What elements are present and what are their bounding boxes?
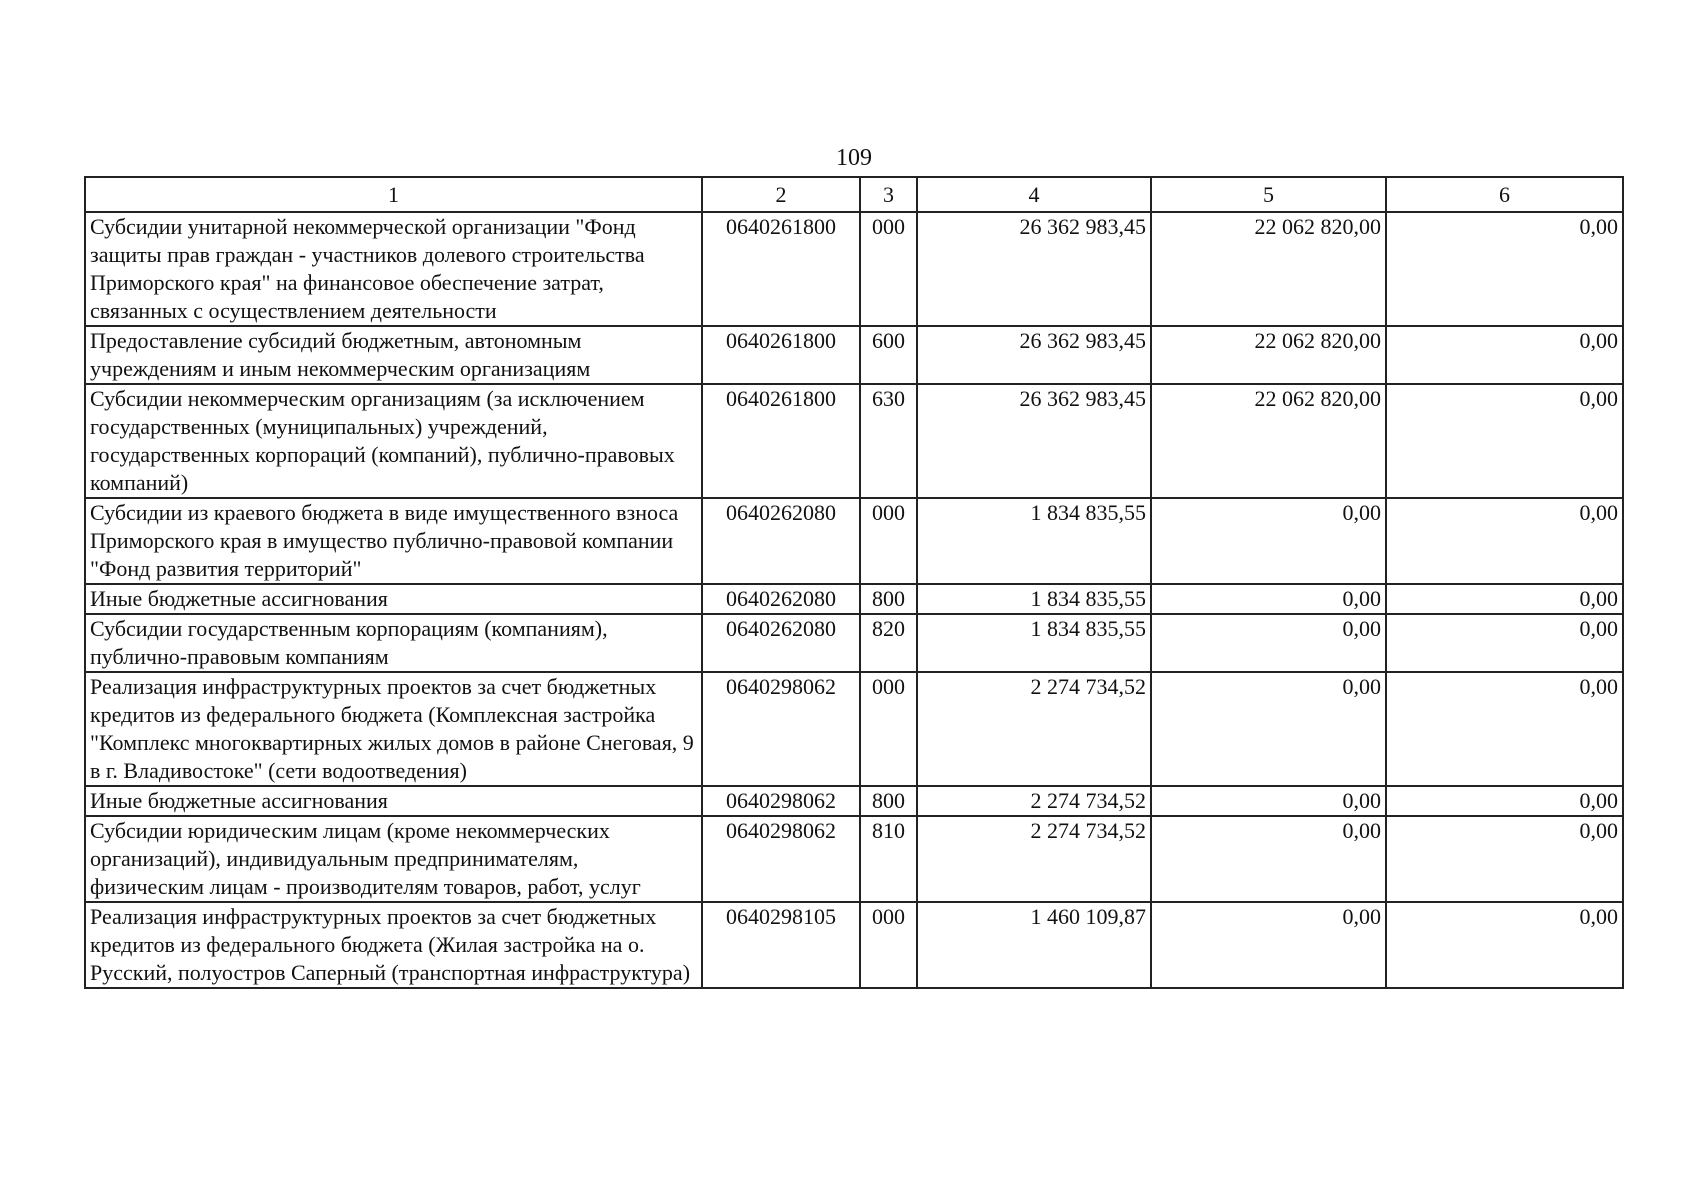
row-expense-type: 000 [860, 498, 917, 584]
page-number: 109 [836, 145, 872, 171]
row-code: 0640261800 [702, 212, 860, 326]
row-name: Иные бюджетные ассигнования [85, 786, 702, 816]
table-row [85, 902, 1623, 988]
row-amount-6: 0,00 [1386, 212, 1623, 326]
row-amount-4: 26 362 983,45 [917, 384, 1151, 498]
row-amount-6: 0,00 [1386, 584, 1623, 614]
row-amount-4: 2 274 734,52 [917, 816, 1151, 902]
header-cell-5: 5 [1151, 177, 1386, 212]
row-amount-4: 1 834 835,55 [917, 614, 1151, 672]
table-row [85, 614, 1623, 672]
header-cell-6: 6 [1386, 177, 1623, 212]
row-amount-4: 2 274 734,52 [917, 672, 1151, 786]
row-amount-5: 0,00 [1151, 584, 1386, 614]
row-amount-5: 0,00 [1151, 672, 1386, 786]
table-row [85, 212, 1623, 326]
row-amount-6: 0,00 [1386, 816, 1623, 902]
row-amount-6: 0,00 [1386, 498, 1623, 584]
budget-table [84, 176, 1624, 989]
header-cell-3: 3 [860, 177, 917, 212]
row-name: Субсидии из краевого бюджета в виде имущественного взноса Приморского края в имущество публично-правовой компании "Фонд развития территорий" [85, 498, 702, 584]
table-row [85, 384, 1623, 498]
row-amount-5: 22 062 820,00 [1151, 384, 1386, 498]
row-expense-type: 800 [860, 786, 917, 816]
table-row [85, 816, 1623, 902]
row-expense-type: 000 [860, 212, 917, 326]
row-amount-6: 0,00 [1386, 902, 1623, 988]
row-expense-type: 000 [860, 902, 917, 988]
row-amount-6: 0,00 [1386, 384, 1623, 498]
table-row [85, 672, 1623, 786]
table-row [85, 584, 1623, 614]
row-name: Реализация инфраструктурных проектов за счет бюджетных кредитов из федерального бюджета (Жилая застройка на о. Русский, полуостров Саперный (транспортная инфраструктура) [85, 902, 702, 988]
row-amount-6: 0,00 [1386, 672, 1623, 786]
row-code: 0640261800 [702, 326, 860, 384]
table-row [85, 326, 1623, 384]
row-amount-5: 0,00 [1151, 902, 1386, 988]
row-amount-6: 0,00 [1386, 326, 1623, 384]
row-amount-4: 2 274 734,52 [917, 786, 1151, 816]
row-expense-type: 630 [860, 384, 917, 498]
row-name: Иные бюджетные ассигнования [85, 584, 702, 614]
row-expense-type: 810 [860, 816, 917, 902]
row-name: Реализация инфраструктурных проектов за счет бюджетных кредитов из федерального бюджета (Комплексная застройка "Комплекс многоквартирных жилых домов в районе Снеговая, 9 в г. Владивостоке" (сети водоотведения) [85, 672, 702, 786]
table-row [85, 786, 1623, 816]
row-amount-5: 0,00 [1151, 614, 1386, 672]
row-name: Субсидии государственным корпорациям (компаниям), публично-правовым компаниям [85, 614, 702, 672]
row-code: 0640298062 [702, 816, 860, 902]
row-amount-5: 22 062 820,00 [1151, 326, 1386, 384]
header-cell-2: 2 [702, 177, 860, 212]
header-cell-4: 4 [917, 177, 1151, 212]
row-code: 0640262080 [702, 584, 860, 614]
row-code: 0640262080 [702, 498, 860, 584]
row-amount-4: 1 834 835,55 [917, 498, 1151, 584]
row-name: Субсидии некоммерческим организациям (за исключением государственных (муниципальных) учреждений, государственных корпораций (компаний), публично-правовых компаний) [85, 384, 702, 498]
row-amount-4: 1 460 109,87 [917, 902, 1151, 988]
row-code: 0640298062 [702, 672, 860, 786]
row-code: 0640298105 [702, 902, 860, 988]
row-amount-4: 1 834 835,55 [917, 584, 1151, 614]
row-code: 0640298062 [702, 786, 860, 816]
row-amount-4: 26 362 983,45 [917, 212, 1151, 326]
row-amount-6: 0,00 [1386, 614, 1623, 672]
row-code: 0640261800 [702, 384, 860, 498]
row-amount-6: 0,00 [1386, 786, 1623, 816]
row-name: Субсидии юридическим лицам (кроме некоммерческих организаций), индивидуальным предпринимателям, физическим лицам - производителям товаров, работ, услуг [85, 816, 702, 902]
row-amount-5: 22 062 820,00 [1151, 212, 1386, 326]
row-name: Предоставление субсидий бюджетным, автономным учреждениям и иным некоммерческим организациям [85, 326, 702, 384]
header-row [85, 177, 1623, 212]
header-cell-1: 1 [85, 177, 702, 212]
row-expense-type: 000 [860, 672, 917, 786]
row-expense-type: 820 [860, 614, 917, 672]
row-name: Субсидии унитарной некоммерческой организации "Фонд защиты прав граждан - участников долевого строительства Приморского края" на финансовое обеспечение затрат, связанных с осуществлением деятельности [85, 212, 702, 326]
row-amount-4: 26 362 983,45 [917, 326, 1151, 384]
row-expense-type: 800 [860, 584, 917, 614]
row-amount-5: 0,00 [1151, 498, 1386, 584]
table-row [85, 498, 1623, 584]
row-amount-5: 0,00 [1151, 816, 1386, 902]
row-expense-type: 600 [860, 326, 917, 384]
row-amount-5: 0,00 [1151, 786, 1386, 816]
row-code: 0640262080 [702, 614, 860, 672]
